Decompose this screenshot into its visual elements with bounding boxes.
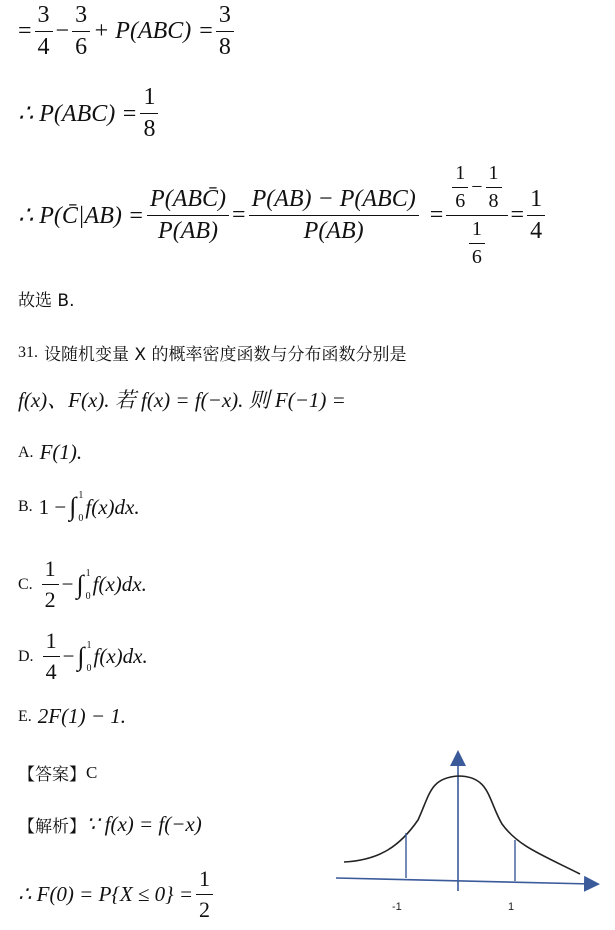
equation-line-2 (18, 84, 161, 143)
fraction-1-2-result: $\frac{1}{2}$ (196, 866, 213, 923)
f0-statement: ∴ F(0) = P{X ≤ 0} = (18, 882, 193, 906)
compound-fraction: $\frac{1}{6}$ − $\frac{1}{8}$ $\frac{1}{6}$ (446, 162, 507, 269)
tick-label-pos-1: 1 (508, 901, 515, 913)
question-stem-line-1 (18, 340, 406, 365)
integral-sign: ∫ (69, 492, 77, 521)
analysis-tag: 【解析】 (18, 817, 86, 837)
fraction-3-6: $\frac{3}{6}$ (72, 2, 90, 61)
density-curve (344, 776, 580, 874)
option-a-expr: F(1). (39, 440, 83, 464)
question-text-1: 设随机变量 X 的概率密度函数与分布函数分别是 (44, 345, 407, 365)
fraction-1-6: $\frac{1}{6}$ (452, 162, 468, 213)
fraction-1-6-denominator: $\frac{1}{6}$ (469, 218, 485, 269)
fraction-3-8: $\frac{3}{8}$ (216, 2, 234, 61)
option-e-label: E. (18, 707, 32, 725)
option-e-expr: 2F(1) − 1. (37, 704, 127, 728)
fraction-1-8: $\frac{1}{8}$ (140, 84, 158, 143)
fraction-difference-over-p-ab: $\frac{\text{P(AB) − P(ABC)}}{P(AB)}$ (249, 186, 419, 245)
answer-line (18, 760, 97, 785)
fraction-1-4-option: $\frac{1}{4}$ (43, 628, 60, 685)
answer-tag: 【答案】 (18, 765, 86, 785)
option-b: B. 1 − ∫ 1 0 f(x)dx. (18, 490, 140, 524)
symmetry-statement: ∵ f(x) = f(−x) (86, 812, 202, 836)
fraction-1-4: $\frac{1}{4}$ (527, 186, 545, 245)
integral-sign: ∫ (76, 569, 84, 599)
option-d: D. $\frac{1}{4}$ − ∫ 1 0 f(x)dx. (18, 628, 148, 684)
option-d-label: D. (18, 647, 34, 665)
fraction-1-2-option: $\frac{1}{2}$ (42, 556, 59, 613)
therefore-conditional: ∴ P(C̄|AB) = (18, 203, 145, 229)
fraction-3-4: $\frac{3}{4}$ (35, 2, 53, 61)
x-axis (336, 878, 592, 884)
conclusion-text: 故选 B. (18, 291, 75, 311)
therefore-p-abc: ∴ P(ABC) = (18, 101, 138, 127)
option-b-label: B. (18, 498, 33, 515)
equation-line-1: = $\frac{3}{4}$ − $\frac{3}{6}$ + P(ABC) = $\frac{3}{8}$ (18, 2, 237, 61)
option-e (18, 704, 126, 729)
option-a (18, 440, 82, 465)
question-stem-line-2 (18, 384, 346, 414)
analysis-conclusion (18, 866, 216, 923)
option-c-label: C. (18, 575, 33, 593)
p-abc-term: + P(ABC) (93, 18, 192, 44)
answer-value: C (86, 762, 98, 782)
equation-line-3: ∴ P(C̄|AB) = $\frac{\text{P(ABC̄)}}{P(AB)}$ = $\frac{\text{P(AB) − P(ABC)}}{P(AB)}$ = $\frac{1}{6}$ − $\frac{1}{8}$ $\frac{1}{6}$ = $\frac{1}{4}$ (18, 162, 548, 269)
analysis-line (18, 812, 202, 837)
fraction-1-8-inner: $\frac{1}{8}$ (486, 162, 502, 213)
density-curve-figure (330, 748, 600, 918)
tick-label-neg-1: -1 (392, 901, 402, 913)
equals-sign: = (18, 18, 32, 44)
option-c: C. $\frac{1}{2}$ − ∫ 1 0 f(x)dx. (18, 556, 147, 612)
option-a-label: A. (18, 443, 34, 461)
fraction-p-abc-bar-over-p-ab: $\frac{\text{P(ABC̄)}}{P(AB)}$ (147, 186, 229, 245)
integral-sign: ∫ (77, 641, 85, 671)
question-text-2: f(x)、F(x). 若 f(x) = f(−x). 则 F(−1) = (18, 388, 346, 412)
question-number: 31. (18, 343, 38, 361)
